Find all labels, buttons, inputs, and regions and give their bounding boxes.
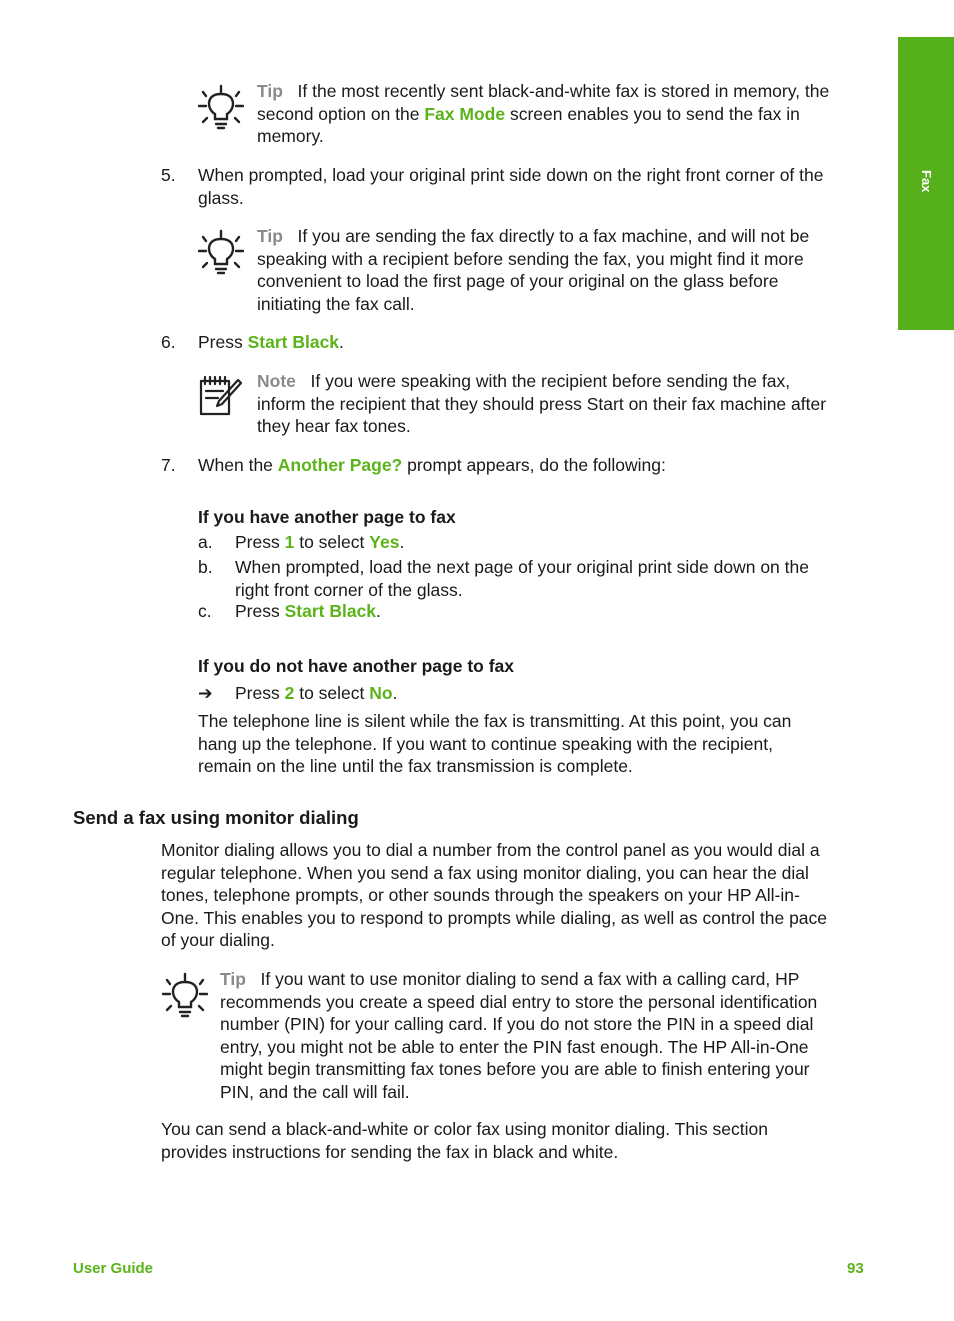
tip-3: Tip If you want to use monitor dialing to send a fax with a calling card, HP recommends you create a speed dial entry to store the personal identification number (PIN) for your calling card. If you do not store the PIN in a speed dial entry, you might not be able to enter the PIN fast enough. The HP All-in-One might begin transmitting fax tones before you are able to finish entering your PIN, and the call will fail. [220, 969, 818, 1102]
paragraph: You can send a black-and-white or color fax using monitor dialing. This section provides instructions for sending the fax in black and white. [161, 1119, 769, 1162]
page-number: 93 [847, 1260, 864, 1277]
footer-title: User Guide [73, 1260, 154, 1277]
step-number: 6. [161, 332, 176, 352]
step-6-text: Press Start Black. [198, 332, 344, 352]
step-number: 7. [161, 455, 176, 475]
list-letter: c. [198, 601, 212, 621]
list-item: Press Start Black. [235, 601, 381, 621]
chapter-tab-label: Fax [919, 170, 934, 193]
note-1: Note If you were speaking with the recipient before sending the fax, inform the recipient that they should press Start on their fax machine after they hear fax tones. [257, 371, 827, 436]
section-heading: Send a fax using monitor dialing [73, 807, 359, 828]
step-number: 5. [161, 165, 176, 185]
list-item: Press 1 to select Yes. [235, 532, 405, 552]
list-letter: b. [198, 557, 213, 577]
subheading: If you have another page to fax [198, 507, 456, 527]
paragraph: Monitor dialing allows you to dial a number from the control panel as you would dial a regular telephone. When you send a fax using monitor dialing, you can hear the dial tones, telephone prompts, or other sounds through the speakers on your HP All-in- One. This enables you to respond to prompts while dialing, as well as control the pace of your dialing. [161, 840, 828, 950]
list-letter: a. [198, 532, 213, 552]
lightbulb-icon [162, 972, 208, 1020]
subheading: If you do not have another page to fax [198, 656, 514, 676]
lightbulb-icon [198, 229, 244, 277]
list-item: When prompted, load the next page of your original print side down on the right front corner of the glass. [235, 557, 809, 600]
tip-2: Tip If you are sending the fax directly to a fax machine, and will not be speaking with a recipient before sending the fax, you might find it more convenient to load the first page of your original on the glass before initiating the fax call. [257, 226, 810, 314]
lightbulb-icon [198, 84, 244, 132]
list-item: Press 2 to select No. [235, 683, 398, 703]
paragraph: The telephone line is silent while the fax is transmitting. At this point, you can hang up the telephone. If you want to continue speaking with the recipient, remain on the line until the fax transmission is complete. [198, 711, 792, 776]
step-5-text: When prompted, load your original print side down on the right front corner of the glass. [198, 165, 824, 208]
tip-1: Tip If the most recently sent black-and-white fax is stored in memory, the second option on the Fax Mode screen enables you to send the fax in memory. [257, 81, 830, 146]
step-7-text: When the Another Page? prompt appears, do the following: [198, 455, 666, 475]
notepad-icon [198, 374, 244, 422]
arrow-icon: ➔ [198, 683, 213, 703]
